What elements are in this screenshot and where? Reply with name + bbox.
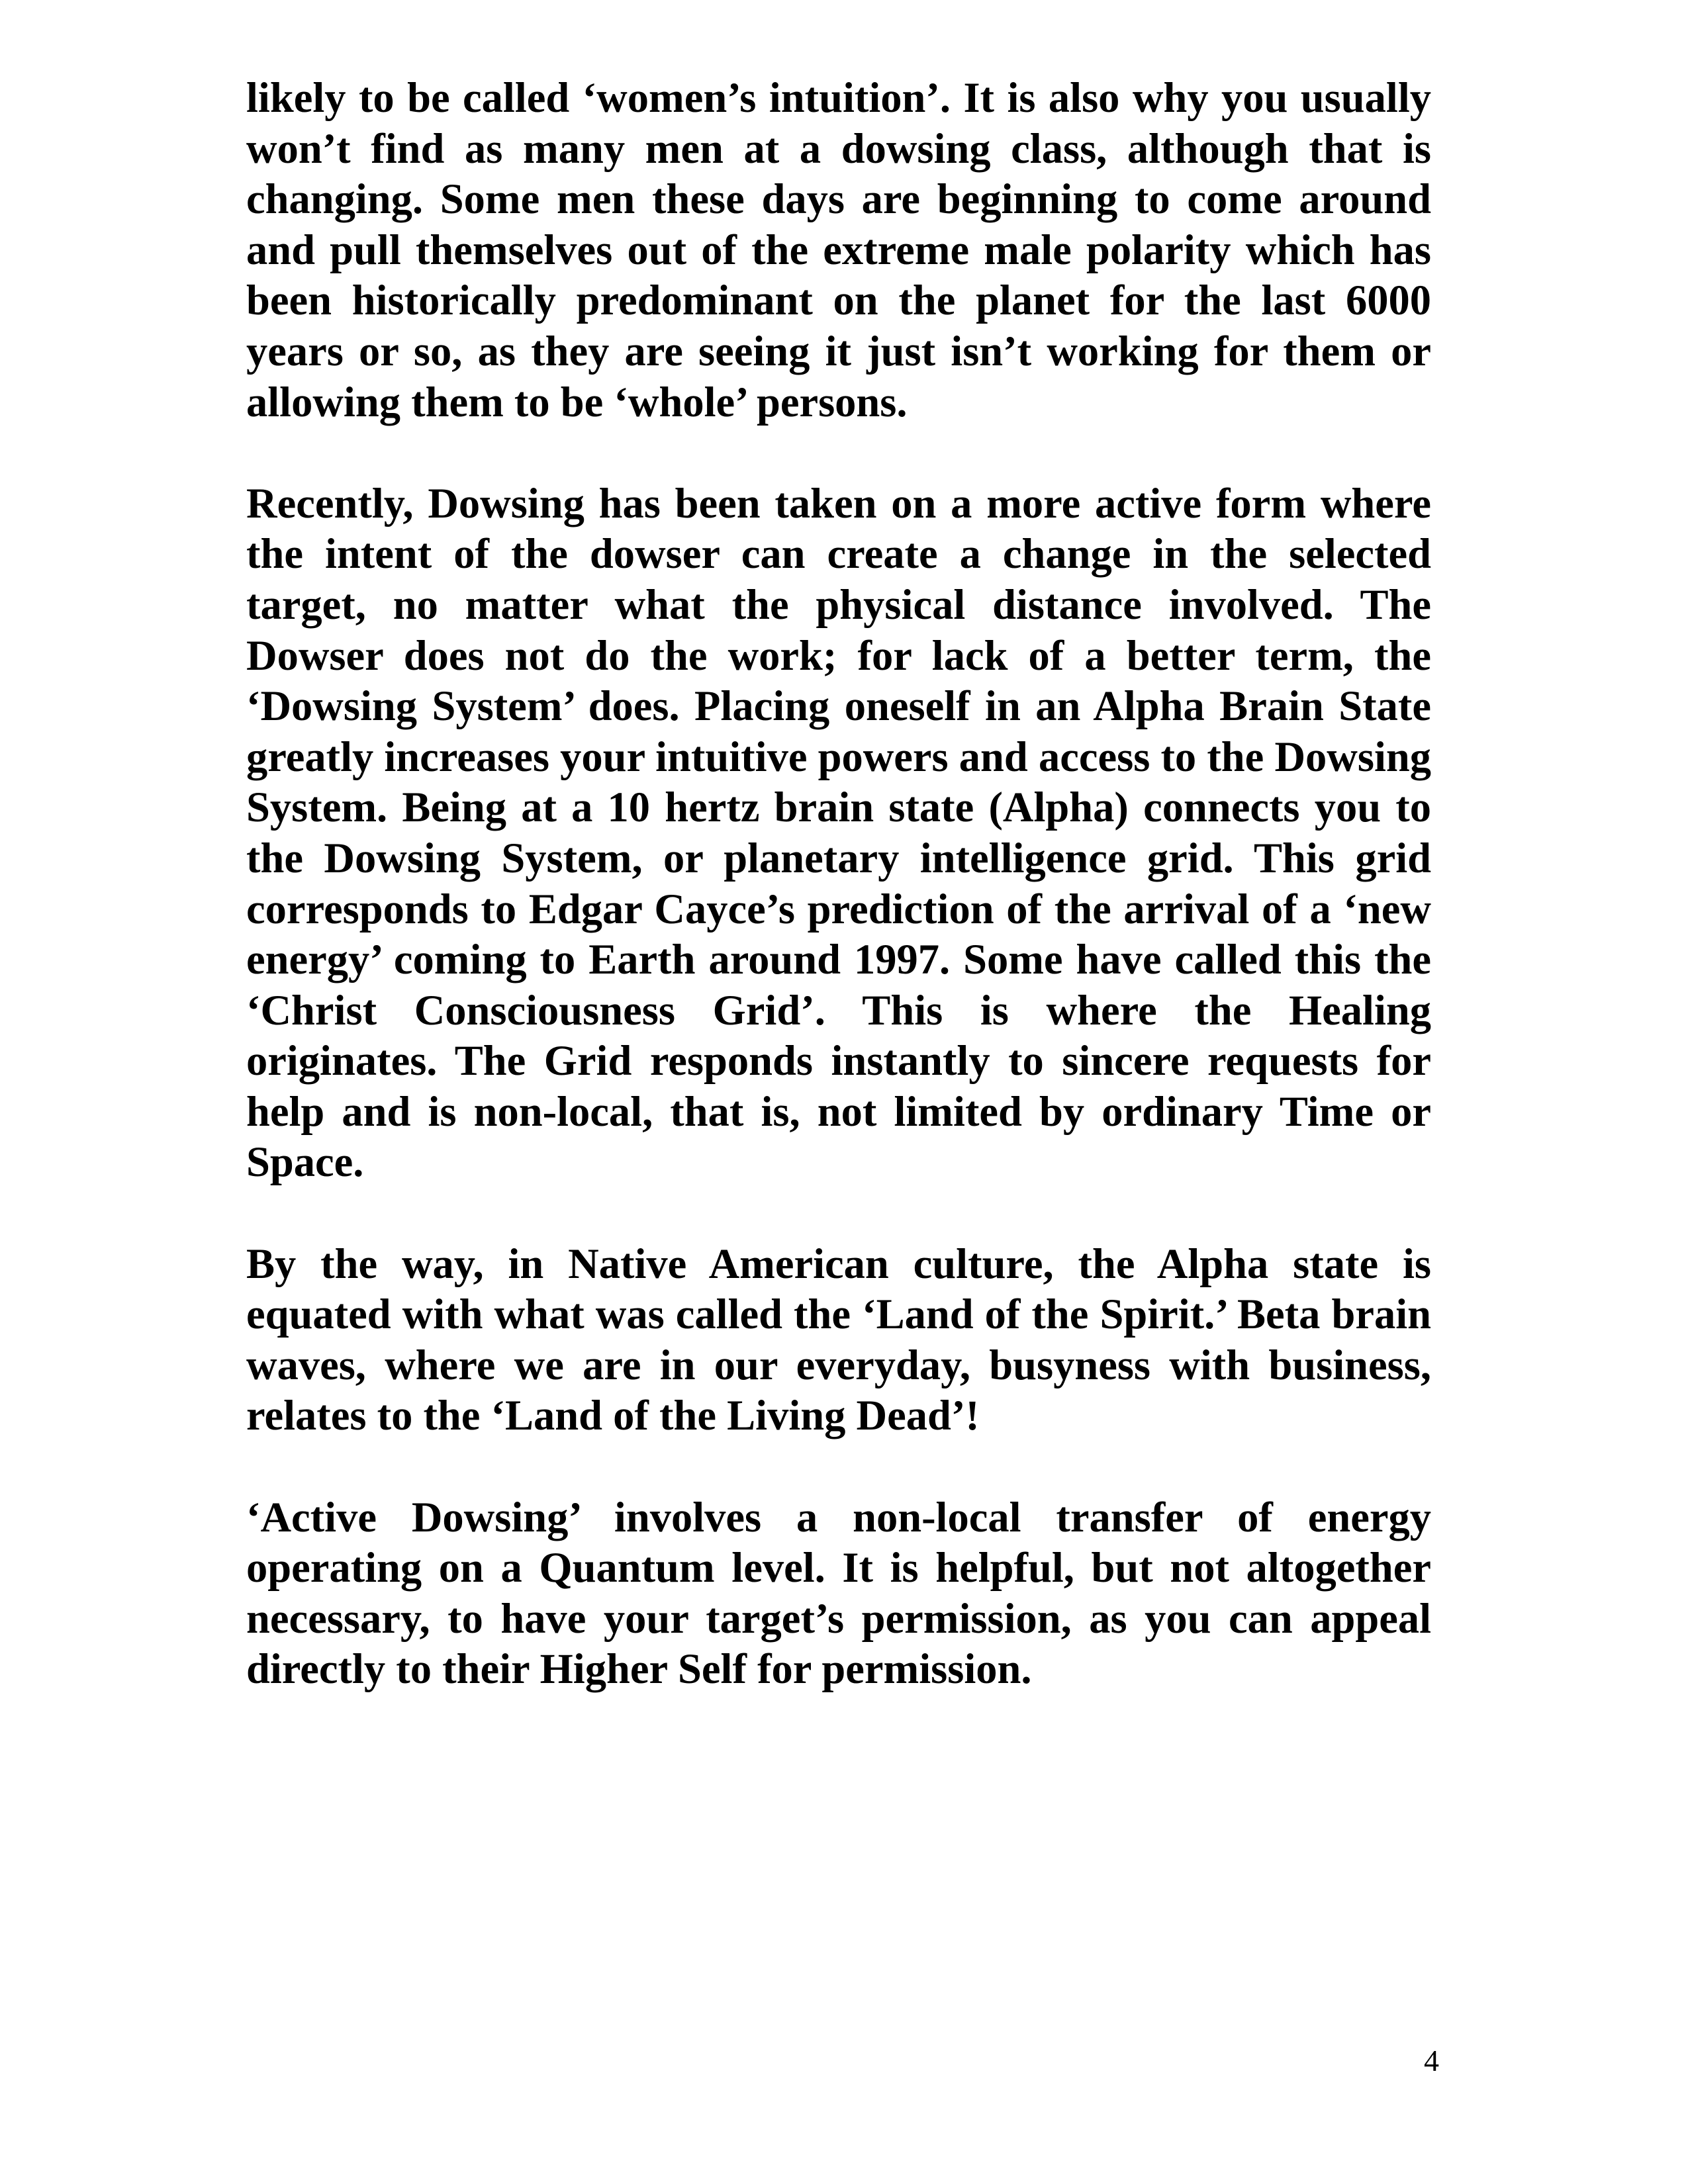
paragraph-active-dowsing-system: Recently, Dowsing has been taken on a more active form where the intent of the dowser can create a change in the selected target, no matter what the physical distance involved. The Dowser does not do the work; for lack of a better term, the ‘Dowsing System’ does. Placing oneself in an Alpha Brain State greatly increases your intuitive powers and access to the Dowsing System. Being at a 10 hertz brain state (Alpha) connects you to the Dowsing System, or planetary intelligence grid. This grid corresponds to Edgar Cayce’s prediction of the arrival of a ‘new energy’ coming to Earth around 1997. Some have called this the ‘Christ Consciousness Grid’. This is where the Healing originates. The Grid responds instantly to sincere requests for help and is non-local, that is, not limited by ordinary Time or Space.	[246, 479, 1431, 1186]
paragraph-womens-intuition: likely to be called ‘women’s intuition’. It is also why you usually won’t find as many men at a dowsing class, although that is changing. Some men these days are beginning to come around and pull themselves out of the extreme male polarity which has been historically predominant on the planet for the last 6000 years or so, as they are seeing it just isn’t working for them or allowing them to be ‘whole’ persons.	[246, 74, 1431, 426]
page-number: 4	[1424, 2044, 1439, 2077]
paragraph-native-american-alpha: By the way, in Native American culture, the Alpha state is equated with what was called the ‘Land of the Spirit.’ Beta brain waves, where we are in our everyday, busyness with business, relates to the ‘Land of the Living Dead’!	[246, 1240, 1431, 1439]
body-text	[246, 73, 1431, 1746]
paragraph-non-local-transfer: ‘Active Dowsing’ involves a non-local transfer of energy operating on a Quantum level. It is helpful, but not altogether necessary, to have your target’s permission, as you can appeal directly to their Higher Self for permission.	[246, 1493, 1431, 1693]
